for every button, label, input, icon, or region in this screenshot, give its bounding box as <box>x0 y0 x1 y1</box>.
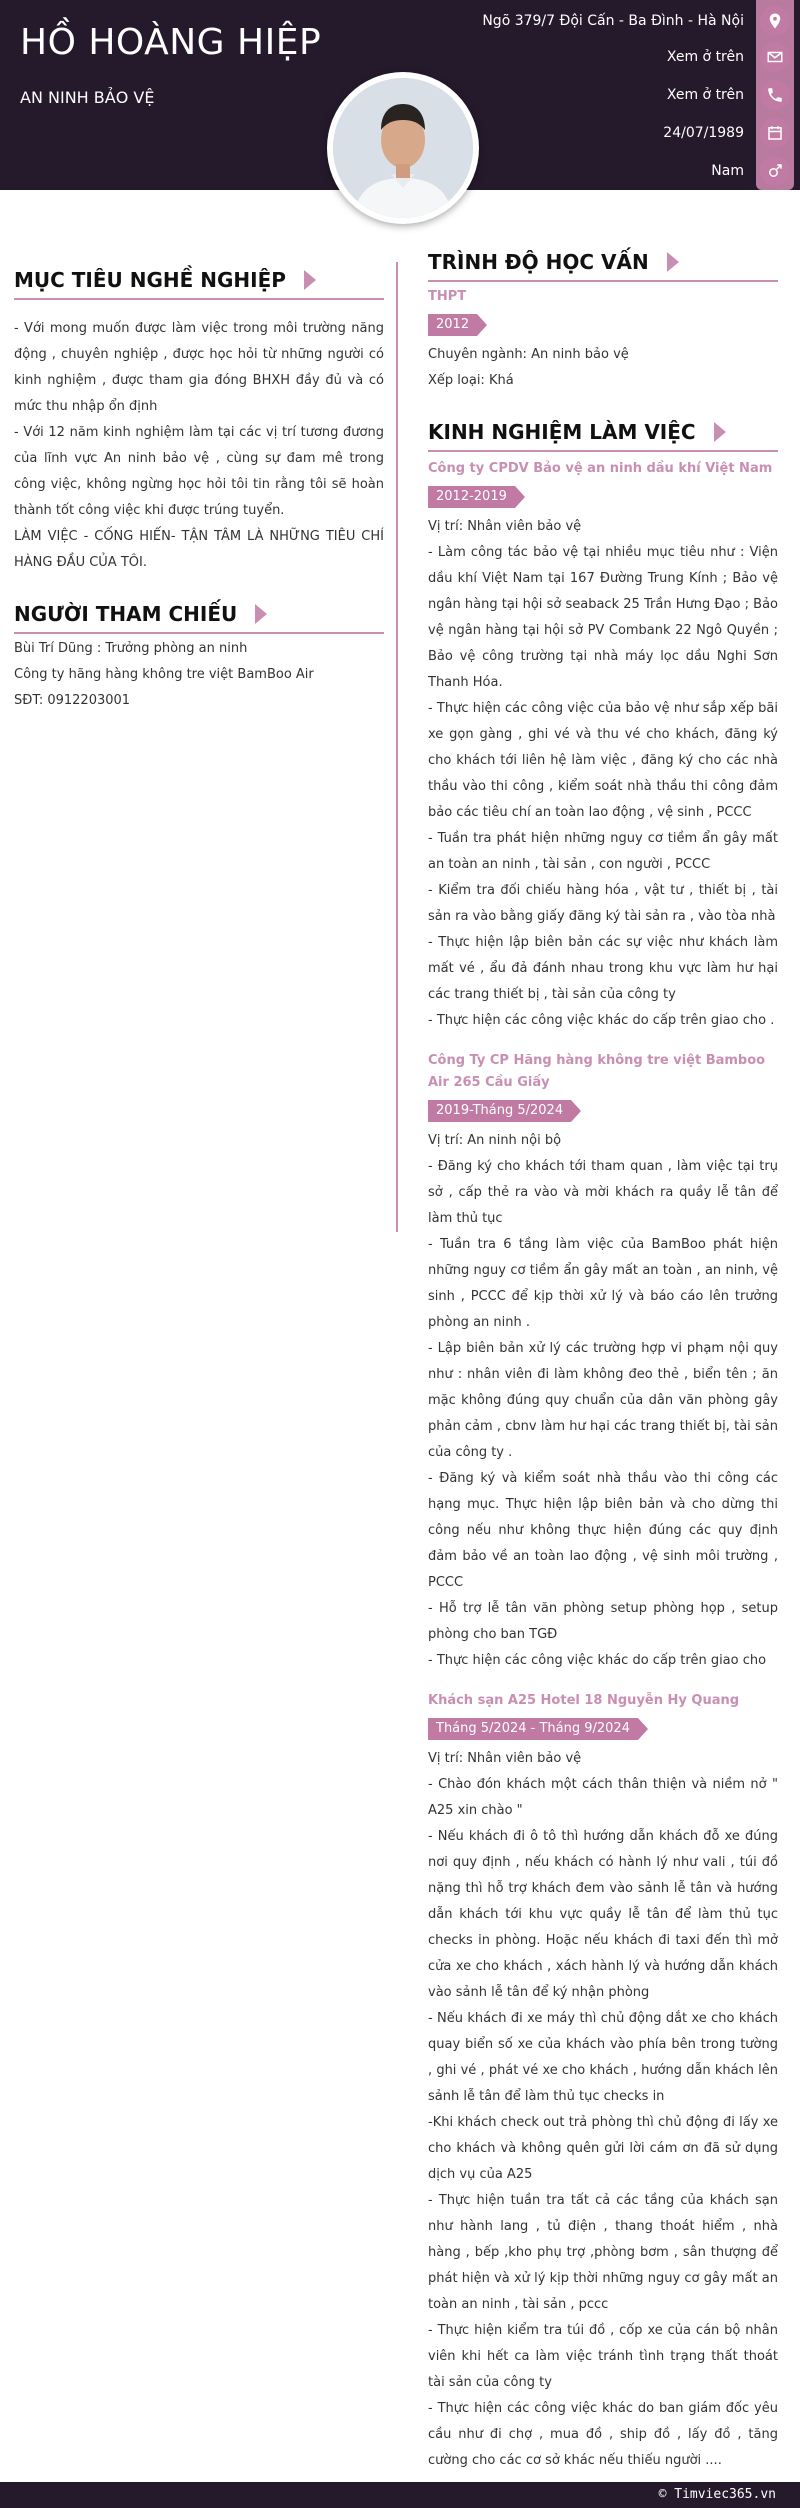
job-line: Vị trí: An ninh nội bộ <box>428 1133 562 1148</box>
education-grade: Xếp loại: Khá <box>428 373 514 388</box>
contact-gender-text: Nam <box>711 163 744 179</box>
objective-heading <box>14 268 384 300</box>
objective-paragraph: LÀM VIỆC - CỐNG HIẾN- TẬN TÂM LÀ NHỮNG TIÊU CHÍ HÀNG ĐẦU CỦA TÔI. <box>14 529 384 570</box>
objective-paragraph: - Với 12 năm kinh nghiệm làm tại các vị trí tương đương của lĩnh vực An ninh bảo vệ , cùng sự đam mê trong công việc, không ngừng học hỏi tôi tin rằng tôi sẽ hoàn thành tốt công việc khi được trúng tuyển. <box>14 425 384 518</box>
email-icon <box>760 42 790 72</box>
location-icon <box>760 6 790 36</box>
candidate-name: HỒ HOÀNG HIỆP <box>20 22 322 63</box>
heading-arrow-icon <box>255 604 267 624</box>
footer-brand[interactable]: © Timviec365.vn <box>658 2487 776 2502</box>
objective-paragraph: - Với mong muốn được làm việc trong môi trường năng động , chuyên nghiệp , được học hỏi từ những người có kinh nghiệm , được tham gia đóng BHXH đầy đủ và có mức thu nhập ổn định <box>14 321 384 414</box>
job-line: - Nếu khách đi xe máy thì chủ động dắt xe cho khách quay biển số xe của khách vào phía bên trong tường , ghi vé , phát vé xe cho khách , hướng dẫn khách lên sảnh lễ tân để làm thủ tục checks in <box>428 2011 778 2104</box>
job-line: - Thực hiện kiểm tra túi đồ , cốp xe của cán bộ nhân viên khi hết ca làm việc tránh tình trạng thất thoát tài sản của công ty <box>428 2323 778 2390</box>
contact-birthday-text: 24/07/1989 <box>663 125 744 141</box>
job-period: Tháng 5/2024 - Tháng 9/2024 <box>428 1718 638 1740</box>
avatar-photo <box>333 78 473 218</box>
job-company: Công Ty CP Hãng hàng không tre việt Bamboo Air 265 Cầu Giấy <box>428 1053 766 1090</box>
job-line: - Thực hiện các công việc khác do cấp trên giao cho <box>428 1653 767 1668</box>
education-section <box>428 286 778 394</box>
education-year: 2012 <box>428 314 477 336</box>
contact-birthday <box>460 114 800 152</box>
phone-icon <box>760 80 790 110</box>
contact-email-text: Xem ở trên <box>666 49 744 65</box>
reference-heading <box>14 602 384 634</box>
reference-line: SĐT: 0912203001 <box>14 693 131 708</box>
education-heading <box>428 250 778 282</box>
reference-line: Bùi Trí Dũng : Trưởng phòng an ninh <box>14 641 248 656</box>
education-school: THPT <box>428 289 467 304</box>
job-period: 2019-Tháng 5/2024 <box>428 1100 571 1122</box>
column-divider <box>396 262 398 1232</box>
contact-address <box>460 2 800 40</box>
objective-section <box>14 316 384 576</box>
job-line: - Lập biên bản xử lý các trường hợp vi phạm nội quy như : nhân viên đi làm không đeo thẻ , biển tên ; ăn mặc không đúng quy chuẩn của dân văn phòng gây phản cảm , cbnv làm hư hại các trang thiết bị, tài sản của công ty . <box>428 1341 778 1460</box>
job-line: - Hỗ trợ lễ tân văn phòng setup phòng họp , setup phòng cho ban TGĐ <box>428 1601 778 1642</box>
job-line: - Thực hiện tuần tra tất cả các tầng của khách sạn như hành lang , tủ điện , thang thoát hiểm , nhà hàng , bếp ,kho phụ trợ ,phòng bơm , sân thượng để phát hiện và xử lý kịp thời những nguy cơ gây mất an toàn an ninh , tài sản , pccc <box>428 2193 778 2312</box>
avatar <box>327 72 479 224</box>
job-period: 2012-2019 <box>428 486 515 508</box>
job-line: - Tuần tra phát hiện những nguy cơ tiềm ẩn gây mất an toàn an ninh , tài sản , con người , PCCC <box>428 831 778 872</box>
job-line: - Thực hiện các công việc khác do ban giám đốc yêu cầu như đi chợ , mua đồ , ship đồ , lấy đồ , tăng cường cho các cơ sở khác nếu thiếu người .... <box>428 2401 778 2468</box>
education-major: Chuyên ngành: An ninh bảo vệ <box>428 347 629 362</box>
job-line: - Đăng ký cho khách tới tham quan , làm việc tại trụ sở , cấp thẻ ra vào và mời khách ra quầy lễ tân để làm thủ tục <box>428 1159 778 1226</box>
job-line: - Làm công tác bảo vệ tại nhiều mục tiêu như : Viện dầu khí Việt Nam tại 167 Đường Trung Kính ; Bảo vệ ngân hàng tại hội sở seaback 25 Trần Hưng Đạo ; Bảo vệ ngân hàng tại hội sở PV Combank 22 Ngô Quyền ; Bảo vệ công trường tại nhà máy lọc dầu Nghi Sơn Thanh Hóa. <box>428 545 778 690</box>
experience-title: KINH NGHIỆM LÀM VIỆC <box>428 420 696 444</box>
reference-title: NGƯỜI THAM CHIẾU <box>14 602 238 626</box>
reference-line: Công ty hãng hàng không tre việt BamBoo Air <box>14 667 314 682</box>
contact-address-text: Ngõ 379/7 Đội Cấn - Ba Đình - Hà Nội <box>482 13 744 29</box>
candidate-role: AN NINH BẢO VỆ <box>20 88 155 107</box>
job-line: Vị trí: Nhân viên bảo vệ <box>428 519 582 534</box>
heading-arrow-icon <box>304 270 316 290</box>
contact-phone <box>460 76 800 114</box>
calendar-icon <box>760 118 790 148</box>
heading-arrow-icon <box>714 422 726 442</box>
gender-icon <box>760 156 790 186</box>
job-company: Công ty CPDV Bảo vệ an ninh dầu khí Việt Nam <box>428 461 773 476</box>
contact-gender <box>460 152 800 190</box>
job-entry <box>428 1690 778 2474</box>
job-line: - Thực hiện lập biên bản các sự việc như khách làm mất vé , ẩu đả đánh nhau trong khu vực làm hư hại các trang thiết bị , tài sản của công ty <box>428 935 778 1002</box>
job-company: Khách sạn A25 Hotel 18 Nguyễn Hy Quang <box>428 1693 740 1708</box>
experience-heading <box>428 420 778 452</box>
job-line: - Thực hiện các công việc khác do cấp trên giao cho . <box>428 1013 775 1028</box>
job-line: - Chào đón khách một cách thân thiện và niềm nở " A25 xin chào " <box>428 1777 778 1818</box>
objective-title: MỤC TIÊU NGHỀ NGHIỆP <box>14 268 286 292</box>
job-line: - Thực hiện các công việc của bảo vệ như sắp xếp bãi xe gọn gàng , ghi vé và thu vé cho khách, đăng ký cho khách tới liên hệ làm việc , đăng ký cho các nhà thầu vào thi công , kiểm soát nhà thầu thi công đảm bảo các tiêu chí an toàn lao động , vệ sinh , PCCC <box>428 701 778 820</box>
job-line: - Đăng ký và kiểm soát nhà thầu vào thi công các hạng mục. Thực hiện lập biên bản và cho dừng thi công nếu như không thực hiện đúng các quy định đảm bảo về an toàn lao động , vệ sinh môi trường , PCCC <box>428 1471 778 1590</box>
experience-section <box>428 458 778 2474</box>
job-line: - Kiểm tra đối chiếu hàng hóa , vật tư , thiết bị , tài sản ra vào bằng giấy đăng ký tài sản ra , vào tòa nhà <box>428 883 778 924</box>
footer-bar <box>0 2482 800 2508</box>
job-entry <box>428 458 778 1034</box>
job-line: - Tuần tra 6 tầng làm việc của BamBoo phát hiện những nguy cơ tiềm ẩn gây mất an toàn , an ninh, vệ sinh , PCCC để kịp thời xử lý và báo cáo lên trưởng phòng an ninh . <box>428 1237 778 1330</box>
contact-phone-text: Xem ở trên <box>666 87 744 103</box>
reference-section <box>14 636 384 714</box>
job-line: - Nếu khách đi ô tô thì hướng dẫn khách đỗ xe đúng nơi quy định , nếu khách có hành lý như vali , túi đồ nặng thì hỗ trợ khách đem vào sảnh lễ tân và hướng dẫn khách tới khu vực quầy lễ tân để làm thủ tục checks in phòng. Hoặc nếu khách đi taxi đến thì mở cửa xe cho khách , xách hành lý và hướng dẫn khách vào sảnh lễ tân để ký nhận phòng <box>428 1829 778 2000</box>
job-line: -Khi khách check out trả phòng thì chủ động đi lấy xe cho khách và không quên gửi lời cám ơn đã sử dụng dịch vụ của A25 <box>428 2115 778 2182</box>
education-title: TRÌNH ĐỘ HỌC VẤN <box>428 250 649 274</box>
heading-arrow-icon <box>667 252 679 272</box>
job-line: Vị trí: Nhân viên bảo vệ <box>428 1751 582 1766</box>
contact-email <box>460 38 800 76</box>
job-entry <box>428 1050 778 1674</box>
